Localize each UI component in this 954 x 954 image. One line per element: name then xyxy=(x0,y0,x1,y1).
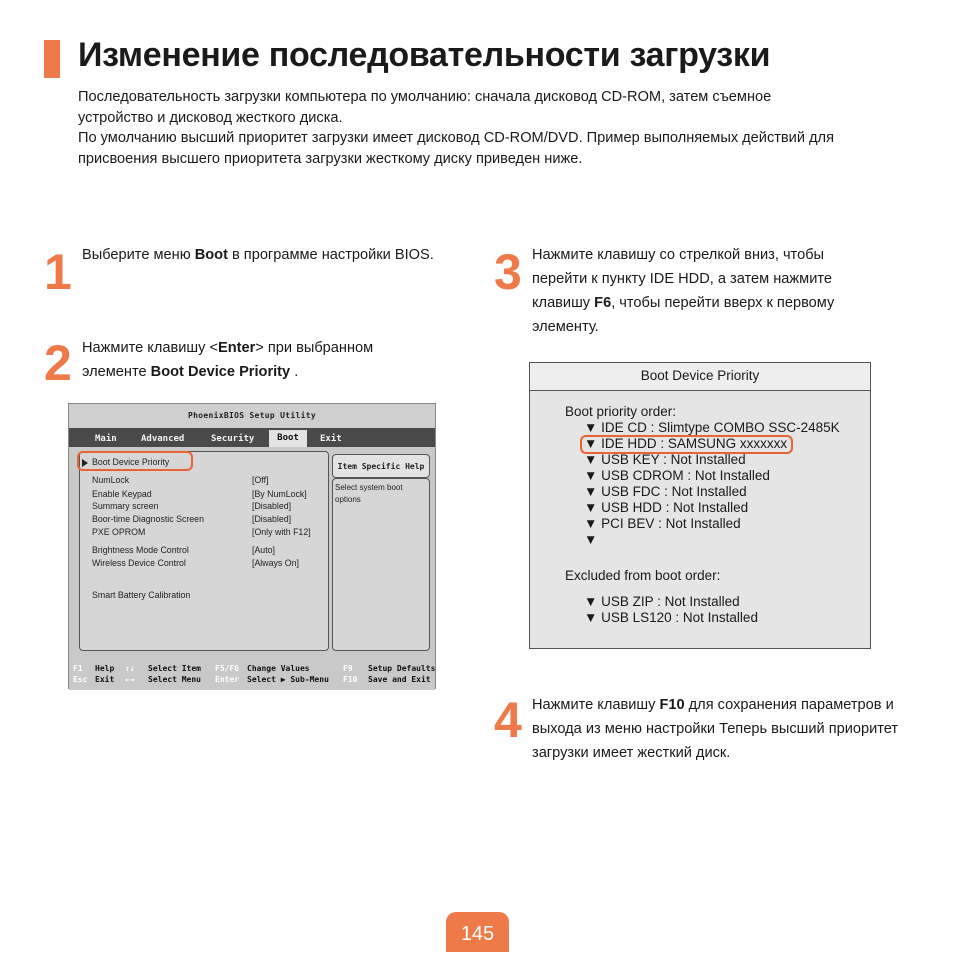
step-2-text-part: . xyxy=(290,364,299,380)
bios-key-f5f6: F5/F6 xyxy=(215,664,240,673)
bios-utility-title: PhoenixBIOS Setup Utility xyxy=(188,411,316,420)
step-3-key-name: F6 xyxy=(594,295,612,311)
bios-key-label: Help xyxy=(95,664,115,673)
bios-key-f10: F10 xyxy=(343,675,358,684)
bios-key-label: Exit xyxy=(95,675,115,684)
boot-order-item[interactable]: ▼ IDE HDD : SAMSUNG xxxxxxx xyxy=(584,436,788,451)
boot-priority-header: Boot Device Priority xyxy=(530,363,870,391)
step-2-item-name: Boot Device Priority xyxy=(150,364,291,380)
step-1-number: 1 xyxy=(44,244,70,300)
bios-item-value[interactable]: [Disabled] xyxy=(252,501,292,511)
bios-key-f1: F1 xyxy=(73,664,83,673)
excluded-order-item[interactable]: ▼ USB LS120 : Not Installed xyxy=(584,610,758,625)
page-number: 145 xyxy=(446,912,509,952)
bios-item-label[interactable]: Smart Battery Calibration xyxy=(92,590,191,600)
bios-key-esc: Esc xyxy=(73,675,88,684)
boot-order-item[interactable]: ▼ USB FDC : Not Installed xyxy=(584,484,747,499)
intro-line: устройство и дисковод жесткого диска. xyxy=(78,109,343,126)
bios-item-label[interactable]: Enable Keypad xyxy=(92,489,152,499)
bios-item-value[interactable]: [Auto] xyxy=(252,545,275,555)
highlight-boot-device-priority xyxy=(77,451,193,471)
bios-key-arrows-leftright: ←→ xyxy=(125,675,135,684)
bios-key-label: Change Values xyxy=(247,664,310,673)
step-2-number: 2 xyxy=(44,335,70,391)
step-3-text-part: Нажмите клавишу со стрелкой вниз, чтобы перейти к пункту IDE HDD, а затем нажмите клавишу xyxy=(532,247,832,311)
bios-key-label: Save and Exit xyxy=(368,675,431,684)
intro-line: По умолчанию высший приоритет загрузки имеет дисковод CD-ROM/DVD. Пример выполняемых действий для xyxy=(78,130,834,146)
step-4-text-part: Нажмите клавишу xyxy=(532,697,660,713)
title-accent-bar xyxy=(44,40,60,78)
step-1-text-part: Выберите меню xyxy=(82,247,195,263)
bios-footer xyxy=(69,660,435,690)
boot-priority-panel xyxy=(529,362,871,649)
boot-order-item[interactable]: ▼ USB HDD : Not Installed xyxy=(584,500,749,515)
bios-item-value[interactable]: [Always On] xyxy=(252,558,299,568)
step-3-number: 3 xyxy=(494,244,520,300)
bios-key-arrows-updown: ↑↓ xyxy=(125,664,135,673)
bios-item-value[interactable]: [Off] xyxy=(252,475,269,485)
excluded-order-item[interactable]: ▼ USB ZIP : Not Installed xyxy=(584,594,740,609)
bios-item-value[interactable]: [Only with F12] xyxy=(252,527,311,537)
boot-order-item[interactable]: ▼ IDE CD : Slimtype COMBO SSC-2485K xyxy=(584,420,840,435)
intro-text xyxy=(78,87,928,169)
step-2-text xyxy=(82,336,432,384)
boot-order-item[interactable]: ▼ USB CDROM : Not Installed xyxy=(584,468,770,483)
step-4-text-part: для сохранения параметров и выхода из меню настройки Теперь высший приоритет загрузки имеет жесткий диск. xyxy=(532,697,899,761)
bios-screenshot xyxy=(68,403,436,689)
bios-key-label: Setup Defaults xyxy=(368,664,436,673)
boot-order-label: Boot priority order: xyxy=(565,404,677,419)
step-4-number: 4 xyxy=(494,692,520,748)
bios-tab-security[interactable]: Security xyxy=(211,434,255,444)
step-3-text xyxy=(532,243,882,339)
bios-title-bar xyxy=(69,404,435,428)
bios-key-label: Select Item xyxy=(148,664,201,673)
bios-key-label: Select ▶ Sub-Menu xyxy=(247,675,329,684)
step-1-text xyxy=(82,243,442,267)
bios-tab-boot[interactable]: Boot xyxy=(269,430,307,447)
step-4-text xyxy=(532,693,912,765)
bios-help-title: Item Specific Help xyxy=(332,454,430,478)
bios-tab-main[interactable]: Main xyxy=(95,434,117,444)
bios-key-enter: Enter xyxy=(215,675,240,684)
highlight-ide-hdd xyxy=(580,435,793,454)
step-1-menu-name: Boot xyxy=(194,247,228,263)
bios-item-boot-device-priority[interactable]: Boot Device Priority xyxy=(92,457,170,467)
bios-key-label: Select Menu xyxy=(148,675,201,684)
bios-key-f9: F9 xyxy=(343,664,353,673)
intro-line: Последовательность загрузки компьютера по умолчанию: сначала дисковод CD-ROM, затем съемное xyxy=(78,89,772,105)
bios-item-label[interactable]: NumLock xyxy=(92,475,130,485)
boot-order-item[interactable]: ▼ xyxy=(584,532,598,547)
bios-tab-exit[interactable]: Exit xyxy=(320,434,342,444)
intro-line: присвоения высшего приоритета загрузки жесткому диску приведен ниже. xyxy=(78,150,583,167)
bios-menu-bar xyxy=(69,428,435,447)
bios-tab-advanced[interactable]: Advanced xyxy=(141,434,185,444)
bios-item-value[interactable]: [Disabled] xyxy=(252,514,292,524)
boot-order-item[interactable]: ▼ PCI BEV : Not Installed xyxy=(584,516,741,531)
step-3-text-part: , чтобы перейти вверх к первому элементу. xyxy=(532,295,835,335)
boot-order-item[interactable]: ▼ USB KEY : Not Installed xyxy=(584,452,746,467)
step-2-text-part: Нажмите клавишу < xyxy=(82,340,218,356)
step-4-key-name: F10 xyxy=(659,697,685,713)
bios-item-label[interactable]: Boor-time Diagnostic Screen xyxy=(92,514,204,524)
bios-item-label[interactable]: Summary screen xyxy=(92,501,159,511)
bios-item-label[interactable]: Brightness Mode Control xyxy=(92,545,189,555)
bios-help-text: Select system boot options xyxy=(335,483,403,504)
step-2-text-part: > при выбранном элементе xyxy=(82,340,374,380)
bios-item-label[interactable]: PXE OPROM xyxy=(92,527,146,537)
bios-item-value[interactable]: [By NumLock] xyxy=(252,489,307,499)
bios-item-label[interactable]: Wireless Device Control xyxy=(92,558,186,568)
step-1-text-part: в программе настройки BIOS. xyxy=(227,247,434,263)
page-title: Изменение последовательности загрузки xyxy=(78,36,771,74)
excluded-order-label: Excluded from boot order: xyxy=(565,568,721,583)
step-2-key-name: Enter xyxy=(217,340,256,356)
